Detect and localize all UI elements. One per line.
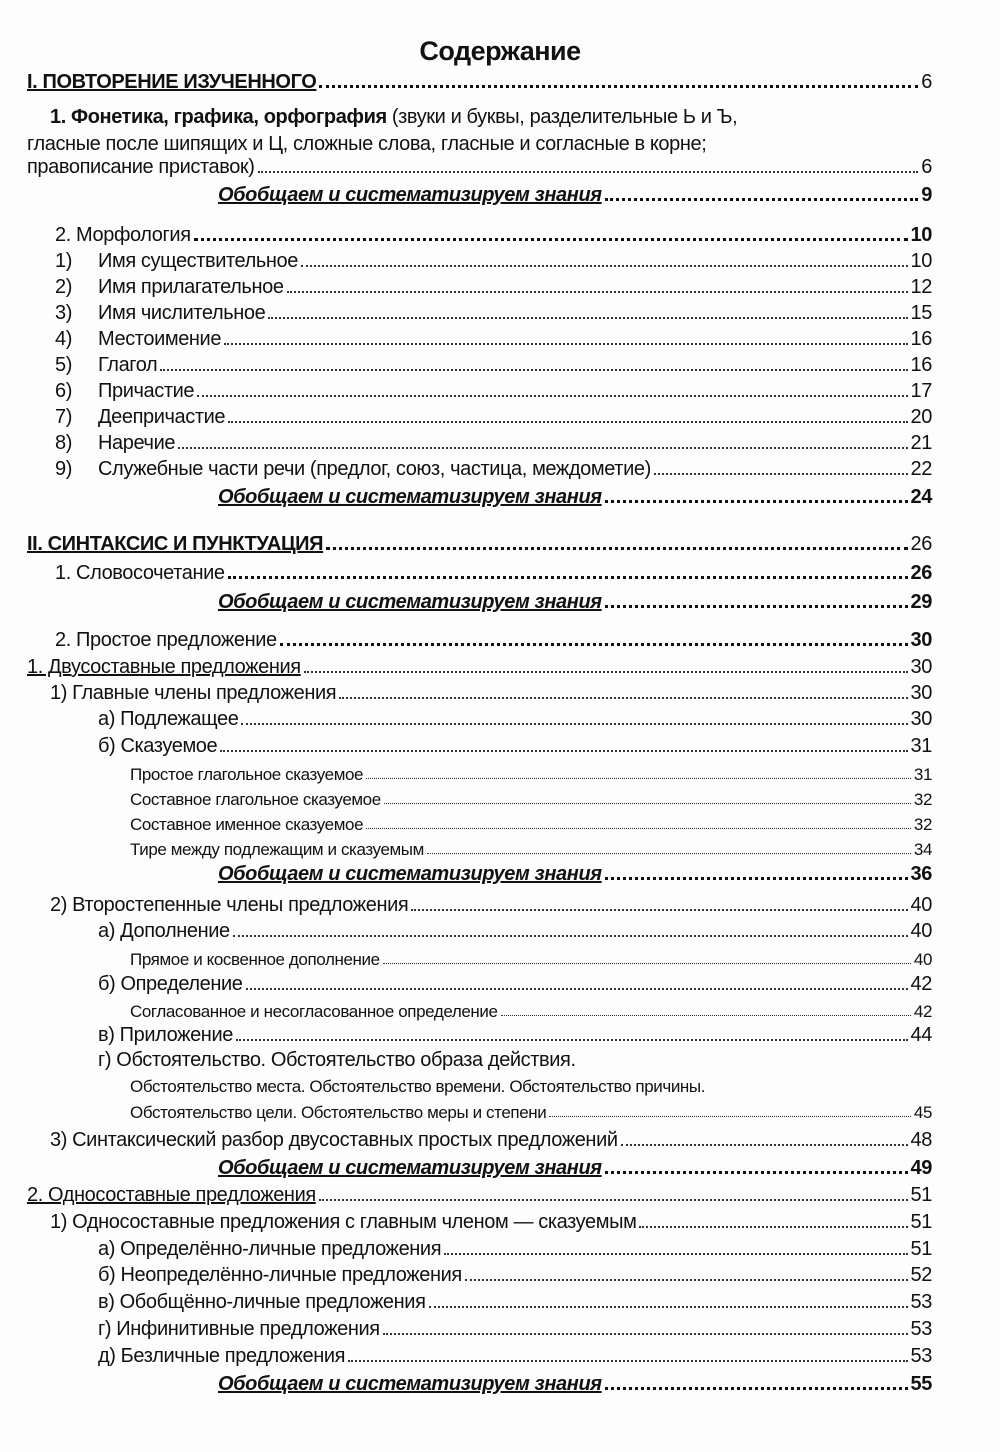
page-number: 24 — [910, 486, 932, 508]
entry-text: Простое глагольное сказуемое — [130, 765, 364, 784]
toc-entry[interactable] — [130, 834, 932, 860]
dot-leader — [301, 265, 908, 267]
page-number: 40 — [910, 920, 932, 942]
entry-label — [218, 591, 605, 614]
page-number: 34 — [913, 840, 932, 859]
entry-text: Составное глагольное сказуемое — [130, 790, 381, 809]
page-number: 15 — [910, 302, 932, 324]
page-number: 30 — [910, 682, 932, 704]
page-number: 32 — [913, 815, 932, 834]
entry-text: б) Неопределённо-личные предложения — [98, 1264, 462, 1286]
entry-label — [55, 562, 228, 585]
page-number: 9 — [921, 184, 932, 206]
page-number: 30 — [910, 708, 932, 730]
toc-entry[interactable] — [130, 759, 932, 785]
entry-label — [55, 432, 178, 455]
dot-leader — [366, 778, 911, 779]
toc-entry[interactable] — [55, 325, 932, 351]
entry-text: Служебные части речи (предлог, союз, частица, междометие) — [98, 458, 651, 480]
toc-entry[interactable] — [55, 273, 932, 299]
entry-text: а) Дополнение — [98, 920, 230, 942]
entry-label — [55, 328, 224, 351]
entry-label — [55, 629, 280, 652]
page-number: 26 — [910, 533, 932, 555]
entry-label — [55, 354, 160, 377]
entry-text: Обстоятельство цели. Обстоятельство меры и степени — [130, 1103, 547, 1122]
toc-entry[interactable] — [98, 1342, 932, 1368]
entry-text: а) Подлежащее — [98, 708, 239, 730]
page-number: 49 — [910, 1157, 932, 1179]
toc-entry[interactable] — [98, 1261, 932, 1287]
topic-heading[interactable] — [55, 221, 932, 247]
dot-leader — [605, 877, 908, 880]
toc-entry[interactable] — [130, 1071, 721, 1097]
toc-entry[interactable] — [130, 1097, 932, 1123]
dot-leader — [605, 1171, 908, 1174]
entry-text: Причастие — [98, 380, 195, 402]
page-number: 36 — [910, 863, 932, 885]
toc-entry[interactable] — [130, 944, 932, 970]
entry-label — [27, 1184, 319, 1207]
page-number: 52 — [910, 1264, 932, 1286]
entry-label — [98, 1024, 236, 1047]
dot-leader — [366, 828, 911, 829]
page-number: 53 — [910, 1345, 932, 1367]
page-number: 17 — [910, 380, 932, 402]
dot-leader — [280, 643, 908, 646]
entry-text: 1) Односоставные предложения с главным членом — сказуемым — [50, 1211, 637, 1233]
entry-label — [98, 1264, 465, 1287]
entry-label — [55, 224, 194, 247]
entry-number: 2) — [55, 276, 72, 298]
dot-leader — [246, 988, 908, 990]
topic-description[interactable] — [27, 153, 932, 179]
entry-label — [55, 250, 301, 273]
dot-leader — [383, 963, 911, 964]
entry-text: Обстоятельство места. Обстоятельство времени. Обстоятельство причины. — [130, 1077, 706, 1096]
page-number: 42 — [910, 973, 932, 995]
page-number: 45 — [913, 1103, 932, 1122]
entry-text: I. ПОВТОРЕНИЕ ИЗУЧЕННОГО — [27, 71, 317, 93]
entry-label — [50, 894, 411, 917]
entry-label — [98, 1318, 383, 1341]
toc-entry[interactable] — [50, 1126, 932, 1152]
page-number: 6 — [921, 71, 932, 93]
entry-label — [98, 1049, 579, 1072]
entry-text: правописание приставок) — [27, 156, 255, 178]
dot-leader — [465, 1279, 908, 1281]
page-number: 51 — [910, 1211, 932, 1233]
review-entry[interactable] — [218, 181, 932, 207]
toc-entry[interactable] — [130, 996, 932, 1022]
dot-leader — [268, 317, 907, 319]
dot-leader — [160, 369, 907, 371]
dot-leader — [233, 935, 908, 937]
dot-leader — [236, 1039, 908, 1041]
entry-text: (звуки и буквы, разделительные Ь и Ъ, — [386, 106, 738, 128]
entry-text: Имя числительное — [98, 302, 266, 324]
toc-entry[interactable] — [50, 1208, 932, 1234]
dot-leader — [411, 909, 907, 911]
entry-text: 1. Словосочетание — [55, 562, 225, 584]
entry-text: 2) Второстепенные члены предложения — [50, 894, 409, 916]
page-title: Содержание — [419, 36, 581, 66]
review-entry[interactable] — [218, 1154, 932, 1180]
dot-leader — [605, 198, 919, 201]
entry-bold-title: 1. Фонетика, графика, орфография — [50, 106, 387, 128]
page-number: 12 — [910, 276, 932, 298]
entry-label — [55, 302, 268, 325]
entry-text: Согласованное и несогласованное определение — [130, 1002, 498, 1021]
entry-text: 2. Односоставные предложения — [27, 1184, 316, 1206]
dot-leader — [197, 395, 907, 397]
entry-label — [27, 156, 258, 179]
entry-text: а) Определённо-личные предложения — [98, 1238, 442, 1260]
page-number: 40 — [910, 894, 932, 916]
toc-entry[interactable] — [98, 732, 932, 758]
page-number: 53 — [910, 1318, 932, 1340]
entry-label — [130, 1077, 708, 1097]
entry-text: Обобщаем и систематизируем знания — [218, 591, 602, 613]
page-number: 44 — [910, 1024, 932, 1046]
entry-text: Наречие — [98, 432, 176, 454]
entry-label — [218, 184, 605, 207]
review-entry[interactable] — [218, 588, 932, 614]
entry-text: Имя существительное — [98, 250, 298, 272]
dot-leader — [427, 853, 911, 854]
entry-label — [27, 656, 304, 679]
toc-entry[interactable] — [130, 809, 932, 835]
dot-leader — [501, 1015, 911, 1016]
entry-label — [50, 1129, 621, 1152]
entry-text: Глагол — [98, 354, 158, 376]
page-number: 31 — [910, 735, 932, 757]
entry-number: 7) — [55, 406, 72, 428]
entry-text: в) Обобщённо-личные предложения — [98, 1291, 426, 1313]
toc-entry[interactable] — [98, 1315, 932, 1341]
entry-label — [27, 71, 319, 94]
page-number: 6 — [921, 156, 932, 178]
page-number: 51 — [910, 1184, 932, 1206]
page-number: 48 — [910, 1129, 932, 1151]
page-number: 51 — [910, 1238, 932, 1260]
entry-text: д) Безличные предложения — [98, 1345, 346, 1367]
review-entry[interactable] — [218, 860, 932, 886]
toc-entry[interactable] — [55, 299, 932, 325]
dot-leader — [621, 1144, 908, 1146]
dot-leader — [220, 750, 907, 752]
entry-text: Местоимение — [98, 328, 222, 350]
entry-text: Обобщаем и систематизируем знания — [218, 486, 602, 508]
toc-entry[interactable] — [55, 455, 932, 481]
page-number: 53 — [910, 1291, 932, 1313]
entry-text: Обобщаем и систематизируем знания — [218, 184, 602, 206]
entry-label — [218, 1373, 605, 1396]
toc-entry[interactable] — [55, 403, 932, 429]
entry-text: Деепричастие — [98, 406, 226, 428]
entry-text: 2. Морфология — [55, 224, 191, 246]
entry-text: 1) Главные члены предложения — [50, 682, 337, 704]
toc-entry[interactable] — [55, 247, 932, 273]
entry-text: гласные после шипящих и Ц, сложные слова, гласные и согласные в корне; — [27, 133, 707, 155]
dot-leader — [605, 605, 908, 608]
entry-text: Прямое и косвенное дополнение — [130, 950, 380, 969]
entry-label — [130, 1103, 549, 1123]
toc-entry[interactable] — [130, 784, 932, 810]
entry-label — [218, 863, 605, 886]
entry-text: Имя прилагательное — [98, 276, 284, 298]
dot-leader — [605, 1387, 908, 1390]
subsection-heading[interactable] — [27, 1181, 932, 1207]
toc-entry[interactable] — [98, 970, 932, 996]
entry-text: Обобщаем и систематизируем знания — [218, 863, 602, 885]
entry-text: г) Обстоятельство. Обстоятельство образа действия. — [98, 1049, 576, 1071]
page-number: 42 — [913, 1002, 932, 1021]
dot-leader — [304, 671, 908, 673]
entry-number: 9) — [55, 458, 72, 480]
entry-text: 1. Двусоставные предложения — [27, 656, 301, 678]
page-number: 29 — [910, 591, 932, 613]
entry-label — [130, 840, 427, 860]
entry-text: б) Определение — [98, 973, 243, 995]
entry-number: 8) — [55, 432, 72, 454]
review-entry[interactable] — [218, 483, 932, 509]
dot-leader — [348, 1360, 907, 1362]
dot-leader — [319, 1199, 908, 1201]
review-entry[interactable] — [218, 1370, 932, 1396]
page-number: 10 — [910, 250, 932, 272]
page-number: 26 — [910, 562, 932, 584]
entry-text: Составное именное сказуемое — [130, 815, 364, 834]
entry-text: 2. Простое предложение — [55, 629, 277, 651]
entry-text: 3) Синтаксический разбор двусоставных простых предложений — [50, 1129, 618, 1151]
entry-number: 6) — [55, 380, 72, 402]
dot-leader — [194, 238, 908, 241]
entry-text: II. СИНТАКСИС И ПУНКТУАЦИЯ — [27, 533, 324, 555]
page-number: 30 — [910, 656, 932, 678]
entry-label — [50, 106, 740, 129]
entry-label — [98, 1345, 348, 1368]
toc-entry[interactable] — [98, 1235, 932, 1261]
entry-number: 3) — [55, 302, 72, 324]
entry-text: б) Сказуемое — [98, 735, 218, 757]
toc-entry[interactable] — [55, 429, 932, 455]
dot-leader — [549, 1116, 911, 1117]
toc-entry[interactable] — [98, 1046, 592, 1072]
entry-label — [55, 380, 197, 403]
entry-label — [98, 735, 220, 758]
entry-text: Обобщаем и систематизируем знания — [218, 1157, 602, 1179]
entry-label — [130, 1002, 501, 1022]
dot-leader — [319, 85, 918, 88]
entry-number: 1) — [55, 250, 72, 272]
entry-label — [98, 1238, 444, 1261]
entry-label — [218, 486, 605, 509]
toc-entry[interactable] — [98, 1021, 932, 1047]
page-number: 20 — [910, 406, 932, 428]
toc-entry[interactable] — [55, 377, 932, 403]
subsection-heading[interactable] — [27, 653, 932, 679]
entry-label — [50, 682, 339, 705]
entry-label — [130, 950, 383, 970]
page-number: 22 — [910, 458, 932, 480]
dot-leader — [654, 473, 908, 475]
entry-text: Обобщаем и систематизируем знания — [218, 1373, 602, 1395]
topic-heading[interactable] — [55, 559, 932, 585]
dot-leader — [228, 421, 907, 423]
dot-leader — [605, 500, 908, 503]
entry-label — [98, 1291, 429, 1314]
dot-leader — [224, 343, 907, 345]
entry-text: Тире между подлежащим и сказуемым — [130, 840, 424, 859]
entry-number: 4) — [55, 328, 72, 350]
section-heading[interactable] — [27, 68, 932, 94]
toc-entry[interactable] — [98, 705, 932, 731]
page-number: 16 — [910, 354, 932, 376]
page-number: 21 — [910, 432, 932, 454]
topic-heading[interactable] — [55, 626, 932, 652]
entry-label — [50, 1211, 639, 1234]
entry-label — [55, 276, 287, 299]
entry-label — [98, 708, 241, 731]
dot-leader — [258, 171, 919, 173]
toc-entry[interactable] — [55, 351, 932, 377]
page-number: 10 — [910, 224, 932, 246]
dot-leader — [178, 447, 907, 449]
dot-leader — [384, 803, 911, 804]
dot-leader — [326, 547, 907, 550]
entry-text: в) Приложение — [98, 1024, 233, 1046]
entry-text: г) Инфинитивные предложения — [98, 1318, 380, 1340]
page-number: 32 — [913, 790, 932, 809]
toc-entry[interactable] — [98, 1288, 932, 1314]
page-number: 31 — [913, 765, 932, 784]
dot-leader — [339, 697, 907, 699]
page-number: 40 — [913, 950, 932, 969]
dot-leader — [429, 1306, 908, 1308]
entry-label — [98, 973, 246, 996]
entry-label — [98, 920, 233, 943]
entry-label — [55, 458, 654, 481]
entry-label — [55, 406, 228, 429]
toc-entry[interactable] — [50, 679, 932, 705]
dot-leader — [383, 1333, 908, 1335]
page-number: 55 — [910, 1373, 932, 1395]
entry-label — [130, 790, 384, 810]
toc-entry[interactable] — [50, 891, 932, 917]
toc-entry[interactable] — [98, 917, 932, 943]
entry-label — [130, 765, 366, 785]
page-number: 16 — [910, 328, 932, 350]
section-heading[interactable] — [27, 530, 932, 556]
dot-leader — [639, 1226, 907, 1228]
entry-label — [27, 533, 326, 556]
dot-leader — [241, 723, 907, 725]
dot-leader — [444, 1253, 907, 1255]
entry-label — [130, 815, 366, 835]
topic-heading[interactable] — [50, 103, 753, 129]
dot-leader — [228, 576, 908, 579]
dot-leader — [287, 291, 908, 293]
entry-number: 5) — [55, 354, 72, 376]
page-number: 30 — [910, 629, 932, 651]
entry-label — [218, 1157, 605, 1180]
